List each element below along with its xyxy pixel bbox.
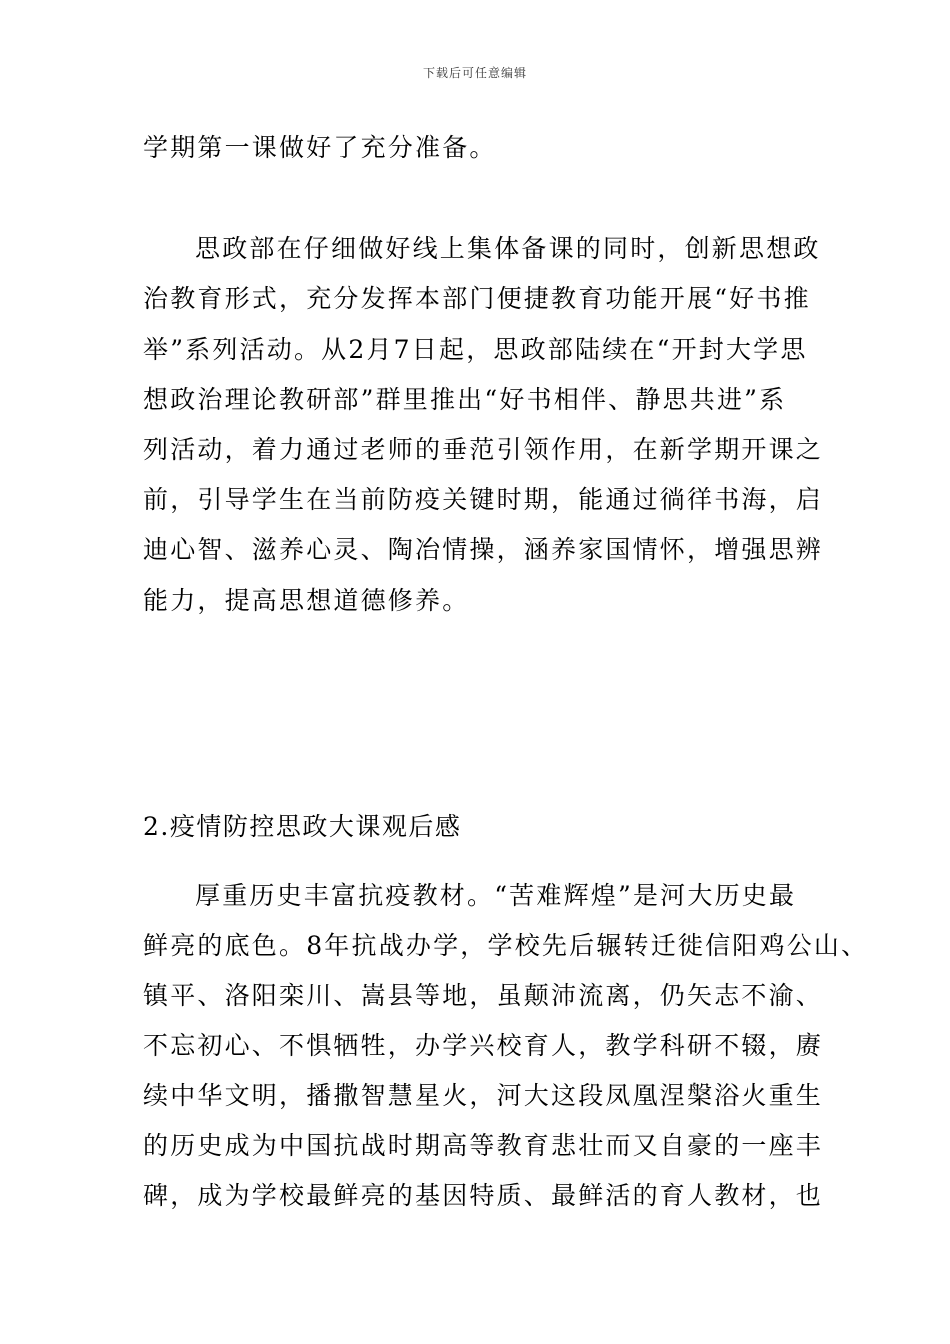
paragraph-line: 鲜亮的底色。8年抗战办学，学校先后辗转迁徙信阳鸡公山、 (143, 931, 869, 960)
paragraph-line: 不忘初心、不惧牺牲，办学兴校育人，教学科研不辍，赓 (143, 1031, 824, 1060)
paragraph-line: 碑，成为学校最鲜亮的基因特质、最鲜活的育人教材，也 (143, 1181, 824, 1210)
paragraph-line: 学期第一课做好了充分准备。 (143, 133, 497, 162)
paragraph-line: 举”系列活动。从2月7日起，思政部陆续在“开封大学思 (143, 335, 808, 364)
paragraph-line: 前，引导学生在当前防疫关键时期，能通过徜徉书海，启 (143, 485, 824, 514)
paragraph-line: 能力，提高思想道德修养。 (143, 586, 470, 615)
paragraph-line: 思政部在仔细做好线上集体备课的同时，创新思想政 (195, 234, 821, 263)
paragraph-line: 列活动，着力通过老师的垂范引领作用，在新学期开课之 (143, 435, 824, 464)
section-heading: 2.疫情防控思政大课观后感 (143, 812, 462, 841)
paragraph-line: 想政治理论教研部”群里推出“好书相伴、静思共进”系 (143, 385, 787, 414)
paragraph-line: 迪心智、滋养心灵、陶冶情操，涵养家国情怀，增强思辨 (143, 535, 824, 564)
paragraph-line: 镇平、洛阳栾川、嵩县等地，虽颠沛流离，仍矢志不渝、 (143, 981, 824, 1010)
header-note: 下载后可任意编辑 (422, 66, 527, 80)
paragraph-line: 续中华文明，播撒智慧星火，河大这段凤凰涅槃浴火重生 (143, 1081, 824, 1110)
paragraph-line: 的历史成为中国抗战时期高等教育悲壮而又自豪的一座丰 (143, 1131, 824, 1160)
paragraph-line: 治教育形式，充分发挥本部门便捷教育功能开展“好书推 (143, 284, 811, 313)
paragraph-line: 厚重历史丰富抗疫教材。“苦难辉煌”是河大历史最 (195, 881, 797, 910)
